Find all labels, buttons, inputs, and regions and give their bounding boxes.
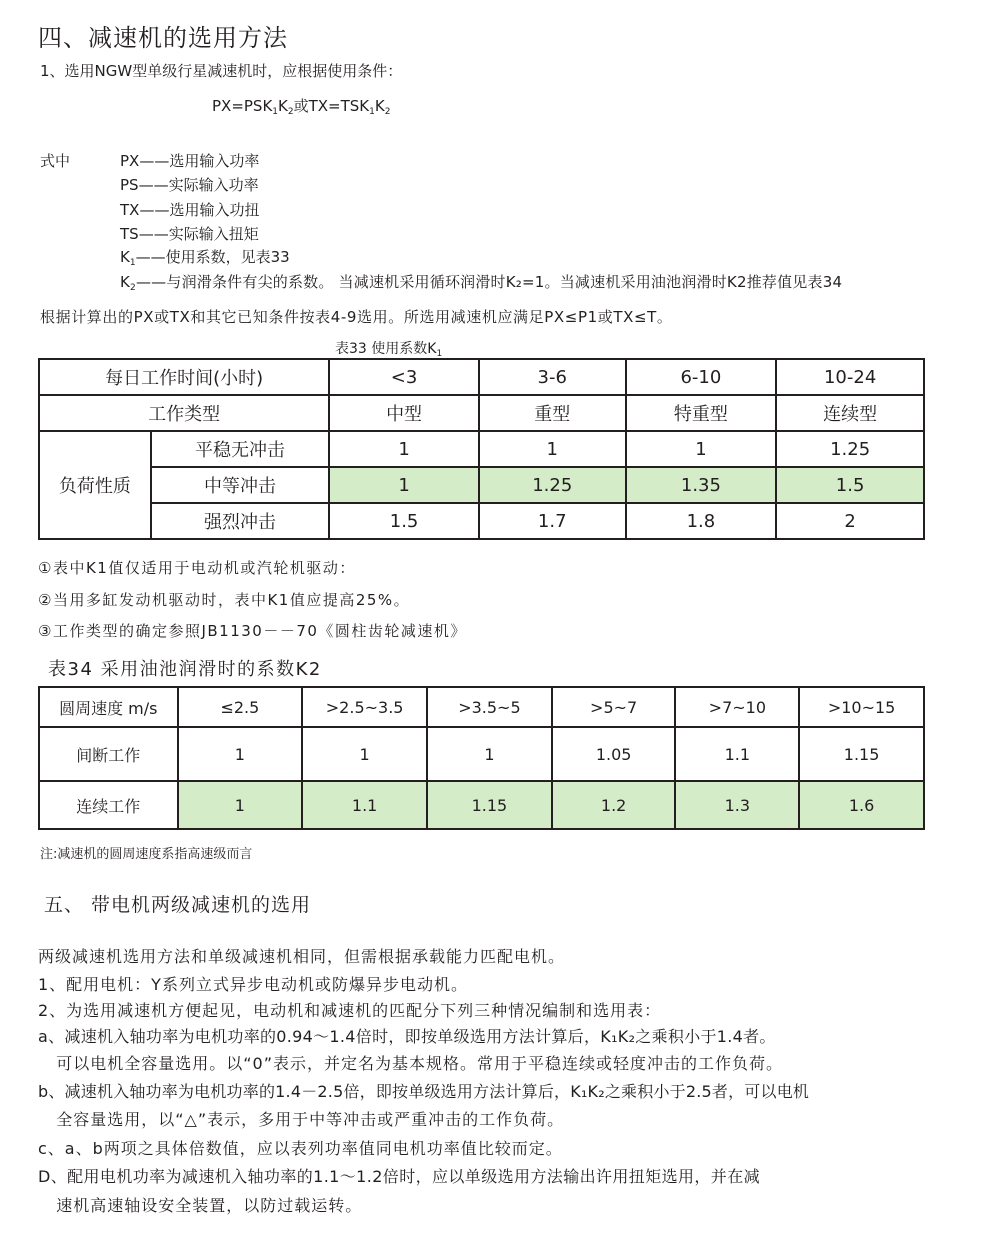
table33-caption: 表33 使用系数$K_1$ [335,341,443,359]
table-cell: 中型 [329,395,479,431]
table-cell: 重型 [479,395,626,431]
table-cell: 1.25 [479,467,626,503]
table-cell: 1 [178,727,303,781]
table-cell: 1.15 [427,781,552,829]
table-cell: <3 [329,359,479,395]
table-row [39,467,924,503]
table-cell: 1 [178,781,303,829]
type-header: 工作类型 [39,395,329,431]
table-cell: 1.5 [329,503,479,539]
table-cell: 连续型 [776,395,924,431]
body-line: 可以电机全容量选用。以“0”表示，并定名为基本规格。常用于平稳连续或轻度冲击的工作负荷。 [38,1054,784,1073]
table-cell: >3.5~5 [427,687,552,727]
definition-line: $K_2——$与润滑条件有尖的系数。 当减速机采用循环润滑时K₂=1。当减速机采用油池润滑时K2推荐值见表34 [120,273,843,293]
table-cell: 1.25 [776,431,924,467]
table-cell: 1.05 [552,727,676,781]
table-cell: 1 [626,431,777,467]
definition-line: $K_1——$使用系数，见表33 [120,248,290,268]
row-label: 中等冲击 [151,467,330,503]
table-cell: 1.15 [799,727,924,781]
table34-caption: 表34 采用油池润滑时的系数K2 [48,659,322,680]
note-line: ①表中K1值仅适用于电动机或汽轮机驱动： [38,559,356,577]
item1-text: 1、选用NGW型单级行星减速机时，应根据使用条件： [40,62,403,80]
definition-line: TX——选用输入功扭 [120,201,260,219]
table-cell: 1 [427,727,552,781]
section5-title: 五、 带电机两级减速机的选用 [44,894,312,916]
formula: $PX=PSK_1K_2$或$TX=TSK_1K_2$ [212,97,391,117]
table-row [39,395,924,431]
table-cell: 1 [302,727,427,781]
basis-text: 根据计算出的PX或TX和其它已知条件按表4-9选用。所选用减速机应满足PX≤P1或TX≤T。 [40,308,673,326]
table-cell: 6-10 [626,359,777,395]
table-cell: >7~10 [675,687,799,727]
body-line: c、a、b两项之具体倍数值，应以表列功率值同电机功率值比较而定。 [38,1139,563,1158]
table-cell: 1.8 [626,503,777,539]
where-label: 式中 [40,152,71,170]
table34 [38,686,925,830]
body-line: b、减速机入轴功率为电机功率的1.4－2.5倍，即按单级选用方法计算后，K₁K₂之乘积小于2.5者，可以电机 [38,1082,810,1101]
table-cell: 1.1 [675,727,799,781]
table-cell: 2 [776,503,924,539]
table-cell: 1.1 [302,781,427,829]
body-line: 2、为选用减速机方便起见，电动机和减速机的匹配分下列三种情况编制和选用表： [38,1001,662,1020]
table-cell: ≤2.5 [178,687,303,727]
body-line: D、配用电机功率为减速机入轴功率的1.1～1.2倍时，应以单级选用方法输出许用扭矩选用，并在减 [38,1167,761,1186]
hours-header: 每日工作时间(小时) [39,359,329,395]
table-cell: 1.6 [799,781,924,829]
section4-title: 四、减速机的选用方法 [38,24,288,52]
table-cell: 1.3 [675,781,799,829]
speed-header: 圆周速度 m/s [39,687,178,727]
table-cell: 1 [329,431,479,467]
table-row [39,727,924,781]
load-header: 负荷性质 [39,431,151,539]
table-cell: 1.2 [552,781,676,829]
body-line: 全容量选用，以“△”表示，多用于中等冲击或严重冲击的工作负荷。 [38,1110,565,1129]
body-line: a、减速机入轴功率为电机功率的0.94～1.4倍时，即按单级选用方法计算后，K₁K₂之乘积小于1.4者。 [38,1027,776,1046]
table-row [39,781,924,829]
table-cell: 1.7 [479,503,626,539]
definition-line: TS——实际输入扭矩 [120,225,259,243]
table-cell: 10-24 [776,359,924,395]
table34-note: 注:减速机的圆周速度系指高速级而言 [40,847,253,862]
table-cell: >5~7 [552,687,676,727]
table-cell: 3-6 [479,359,626,395]
note-line: ③工作类型的确定参照JB1130－－70《圆柱齿轮减速机》 [38,622,467,640]
table-cell: >10~15 [799,687,924,727]
table-cell: 1.35 [626,467,777,503]
table-cell: 1.5 [776,467,924,503]
table-cell: 1 [479,431,626,467]
note-line: ②当用多缸发动机驱动时，表中K1值应提高25%。 [38,591,411,609]
row-label: 连续工作 [39,781,178,829]
row-label: 间断工作 [39,727,178,781]
table33 [38,358,925,540]
table-row [39,359,924,395]
row-label: 平稳无冲击 [151,431,330,467]
body-line: 1、配用电机：Y系列立式异步电动机或防爆异步电动机。 [38,975,468,994]
definition-line: PX——选用输入功率 [120,152,260,170]
table-row [39,503,924,539]
definition-line: PS——实际输入功率 [120,176,259,194]
table-row [39,431,924,467]
body-line: 两级减速机选用方法和单级减速机相同，但需根据承载能力匹配电机。 [38,947,566,966]
body-line: 速机高速轴设安全装置，以防过载运转。 [38,1196,363,1215]
table-row [39,687,924,727]
table-cell: >2.5~3.5 [302,687,427,727]
row-label: 强烈冲击 [151,503,330,539]
table-cell: 特重型 [626,395,777,431]
table-cell: 1 [329,467,479,503]
